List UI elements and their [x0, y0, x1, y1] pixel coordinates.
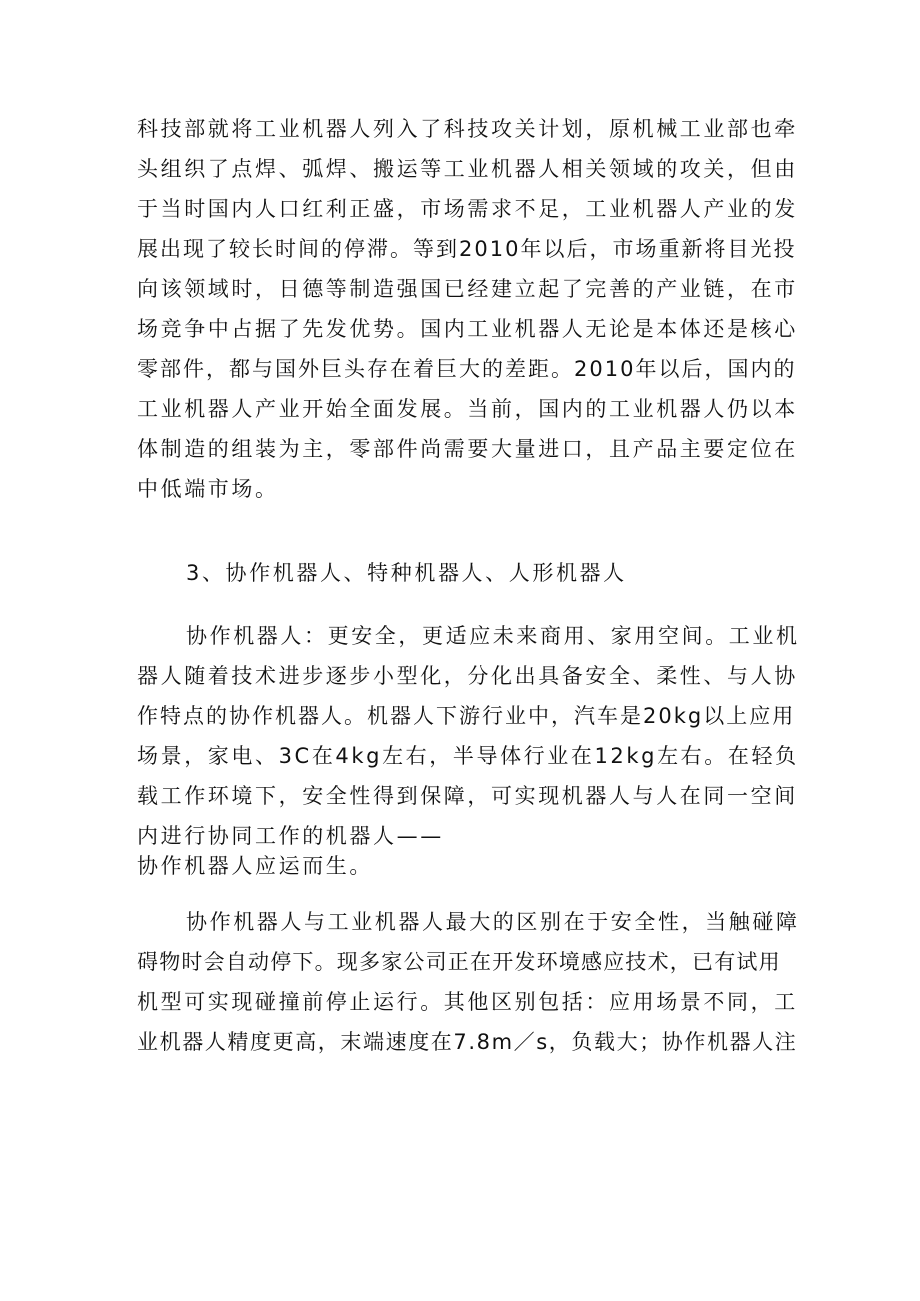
paragraph-2-line-1: 协作机器人：更安全，更适应未来商用、家用空间。工业机 — [186, 624, 800, 648]
paragraph-3-line-2: 碍物时会自动停下。现多家公司正在开发环境感应技术，已有试用 — [137, 950, 781, 974]
paragraph-1-line-8: 工业机器人产业开始全面发展。当前，国内的工业机器人仍以本 — [137, 397, 798, 421]
paragraph-2-line-6: 内进行协同工作的机器人—— — [137, 824, 444, 848]
paragraph-1-line-5: 向该领域时，日德等制造强国已经建立起了完善的产业链，在市 — [137, 277, 798, 301]
paragraph-1-line-9: 体制造的组装为主，零部件尚需要大量进口，且产品主要定位在 — [137, 437, 798, 461]
paragraph-3-line-1: 协作机器人与工业机器人最大的区别在于安全性，当触碰障 — [186, 910, 800, 934]
paragraph-2-line-7: 协作机器人应运而生。 — [137, 854, 373, 878]
paragraph-2-line-3: 作特点的协作机器人。机器人下游行业中，汽车是20kg以上应用 — [137, 704, 796, 728]
paragraph-1-line-1: 科技部就将工业机器人列入了科技攻关计划，原机械工业部也牵 — [137, 117, 798, 141]
paragraph-2-line-2: 器人随着技术进步逐步小型化，分化出具备安全、柔性、与人协 — [137, 664, 798, 688]
paragraph-1-line-3: 于当时国内人口红利正盛，市场需求不足，工业机器人产业的发 — [137, 197, 798, 221]
paragraph-3-line-4: 业机器人精度更高，末端速度在7.8m／s，负载大；协作机器人注 — [137, 1030, 798, 1054]
paragraph-1-line-4: 展出现了较长时间的停滞。等到2010年以后，市场重新将目光投 — [137, 237, 797, 261]
paragraph-1-line-6: 场竞争中占据了先发优势。国内工业机器人无论是本体还是核心 — [137, 317, 798, 341]
paragraph-2-line-5: 载工作环境下，安全性得到保障，可实现机器人与人在同一空间 — [137, 784, 798, 808]
paragraph-1-line-10: 中低端市场。 — [137, 477, 279, 501]
paragraph-2-line-4: 场景，家电、3C在4kg左右，半导体行业在12kg左右。在轻负 — [137, 744, 799, 768]
paragraph-1-line-2: 头组织了点焊、弧焊、搬运等工业机器人相关领域的攻关，但由 — [137, 157, 798, 181]
section-heading: 3、协作机器人、特种机器人、人形机器人 — [186, 561, 627, 585]
paragraph-1-line-7: 零部件，都与国外巨头存在着巨大的差距。2010年以后，国内的 — [137, 357, 797, 381]
paragraph-3-line-3: 机型可实现碰撞前停止运行。其他区别包括：应用场景不同，工 — [137, 990, 798, 1014]
